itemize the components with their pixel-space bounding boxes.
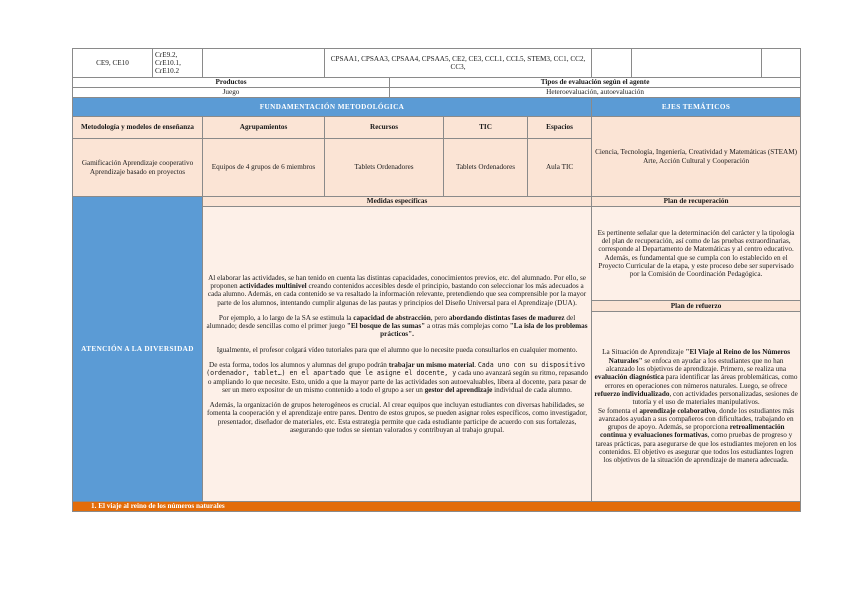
productos-label: Productos <box>73 78 390 88</box>
medidas-paragraph-1: Al elaborar las actividades, se han tenido en cuenta las distintas capacidades, conocimientos previos, etc. del alumnado. Por ello, se proponen actividades multinivel creando contenidos accesibles desde el principio, bastando con seleccionar los más adecuados a cada alumno. Además, en cada contenido se va resaltado la información relevante, pretendiendo que sea comprensible por la mayor parte de los alumnos, intentando cumplir algunas de las pautas y principios del Diseño Universal para el Aprendizaje (DUA). <box>207 273 587 307</box>
ejes-line-1: Ciencia, Tecnología, Ingeniería, Creatividad y Matemáticas (STEAM) <box>595 148 798 157</box>
tipos-evaluacion-label: Tipos de evaluación según el agente <box>390 78 801 88</box>
medidas-paragraph-5: Además, la organización de grupos heterogéneos es crucial. Al crear equipos que incluyan estudiantes con diversas habilidades, se fomenta la cooperación y el aprendizaje entre pares. Dentro de estos grupos, se pueden asignar roles específicos, como investigador, presentador, diseñador de materiales, etc. Esta estrategia permite que cada estudiante participe de acuerdo con sus fortalezas, asegurando que todos se sientan valorados y contribuyan al trabajo grupal. <box>206 401 588 435</box>
recuperacion-title: Plan de recuperación <box>592 197 801 207</box>
medidas-paragraph-4: De esta forma, todos los alumnos y alumnas del grupo podrán trabajar un mismo material. Cada uno con su dispositivo (ordenador, tablet…) en el apartado que le asigne el docente, y cada uno avanzará según su ritmo, repasando o ampliando lo que necesite. Esto, unido a que la mayor parte de las actividades son autoevaluables, libera al docente, para pasar de ser un mero expositor de un mismo contenido a todo el grupo a ser un gestor del aprendizaje individual de cada alumno. <box>206 361 588 394</box>
ejes-title: EJES TEMÁTICOS <box>592 98 801 117</box>
header-agrupamientos: Agrupamientos <box>203 117 325 139</box>
document-page <box>72 48 800 512</box>
header-espacios: Espacios <box>528 117 592 139</box>
atencion-diversidad-title: ATENCIÓN A LA DIVERSIDAD <box>73 197 203 502</box>
section-heading: 1. El viaje al reino de los números naturales <box>73 502 801 512</box>
medidas-content <box>203 207 592 502</box>
tipos-evaluacion-value: Heteroevaluación, autoevaluación <box>390 88 801 98</box>
productos-value: Juego <box>73 88 390 98</box>
value-espacios: Aula TIC <box>528 139 592 197</box>
medidas-paragraph-2: Por ejemplo, a lo largo de la SA se estimula la capacidad de abstracción, pero abordando distintas fases de madurez del alumnado; desde sencillas como el primer juego "El bosque de las sumas" a otras más complejas como "La isla de los problemas prácticos". <box>206 313 588 339</box>
refuerzo-title: Plan de refuerzo <box>592 301 801 312</box>
value-recursos: Tablets Ordenadores <box>325 139 444 197</box>
header-metodologia: Metodología y modelos de enseñanza <box>73 117 203 139</box>
medidas-title: Medidas específicas <box>203 197 592 207</box>
ejes-content <box>592 117 801 197</box>
value-metodologia: Gamificación Aprendizaje cooperativo Aprendizaje basado en proyectos <box>73 139 203 197</box>
refuerzo-paragraph-2: Se fomenta el aprendizaje colaborativo, donde los estudiantes más avanzados ayudan a sus compañeros con dificultades, trabajando en grupos de apoyo. Además, se proporciona retroalimentación continua y evaluaciones formativas, como pruebas de progreso y tareas prácticas, para asegurarse de que los estudiantes mejoren en los contenidos. El objetivo es asegurar que todos los estudiantes logren los objetivos de la situación de aprendizaje de manera adecuada. <box>595 406 797 465</box>
empty-cell <box>762 49 801 78</box>
medidas-paragraph-3: Igualmente, el profesor colgará vídeo tutoriales para que el alumno que lo necesite pueda consultarlos en cualquier momento. <box>216 345 578 354</box>
refuerzo-content <box>592 312 801 502</box>
value-tic: Tablets Ordenadores <box>444 139 528 197</box>
ejes-line-2: Arte, Acción Cultural y Cooperación <box>643 156 750 165</box>
value-agrupamientos: Equipos de 4 grupos de 6 miembros <box>203 139 325 197</box>
header-recursos: Recursos <box>325 117 444 139</box>
criteria-cre: CrE9.2, CrE10.1, CrE10.2 <box>153 49 203 78</box>
recuperacion-content: Es pertinente señalar que la determinación del carácter y la tipología del plan de recuperación, así como de las pruebas extraordinarias, corresponde al Departamento de Matemáticas y al centro educativo. Además, es fundamental que se cumpla con lo establecido en el Proyecto Curricular de la etapa, y este proceso debe ser supervisado por la Comisión de Coordinación Pedagógica. <box>592 207 801 301</box>
learning-situation-table <box>72 48 801 512</box>
fundamentacion-title: FUNDAMENTACIÓN METODOLÓGICA <box>73 98 592 117</box>
criteria-ce: CE9, CE10 <box>73 49 153 78</box>
empty-cell <box>203 49 325 78</box>
header-tic: TIC <box>444 117 528 139</box>
empty-cell <box>632 49 762 78</box>
refuerzo-paragraph-1: La Situación de Aprendizaje "El Viaje al Reino de los Números Naturales" se enfoca en ayudar a los estudiantes que no han alcanzado los objetivos de aprendizaje. Primero, se realiza una evaluación diagnóstica para identificar las áreas problemáticas, como errores en operaciones con números naturales. Luego, se ofrece refuerzo individualizado, con actividades personalizadas, sesiones de tutoría y el uso de materiales manipulativos. <box>594 348 798 407</box>
empty-cell <box>592 49 632 78</box>
competences-cell: CPSAA1, CPSAA3, CPSAA4, CPSAA5, CE2, CE3, CCL1, CCL5, STEM3, CC1, CC2, CC3, <box>325 49 592 78</box>
